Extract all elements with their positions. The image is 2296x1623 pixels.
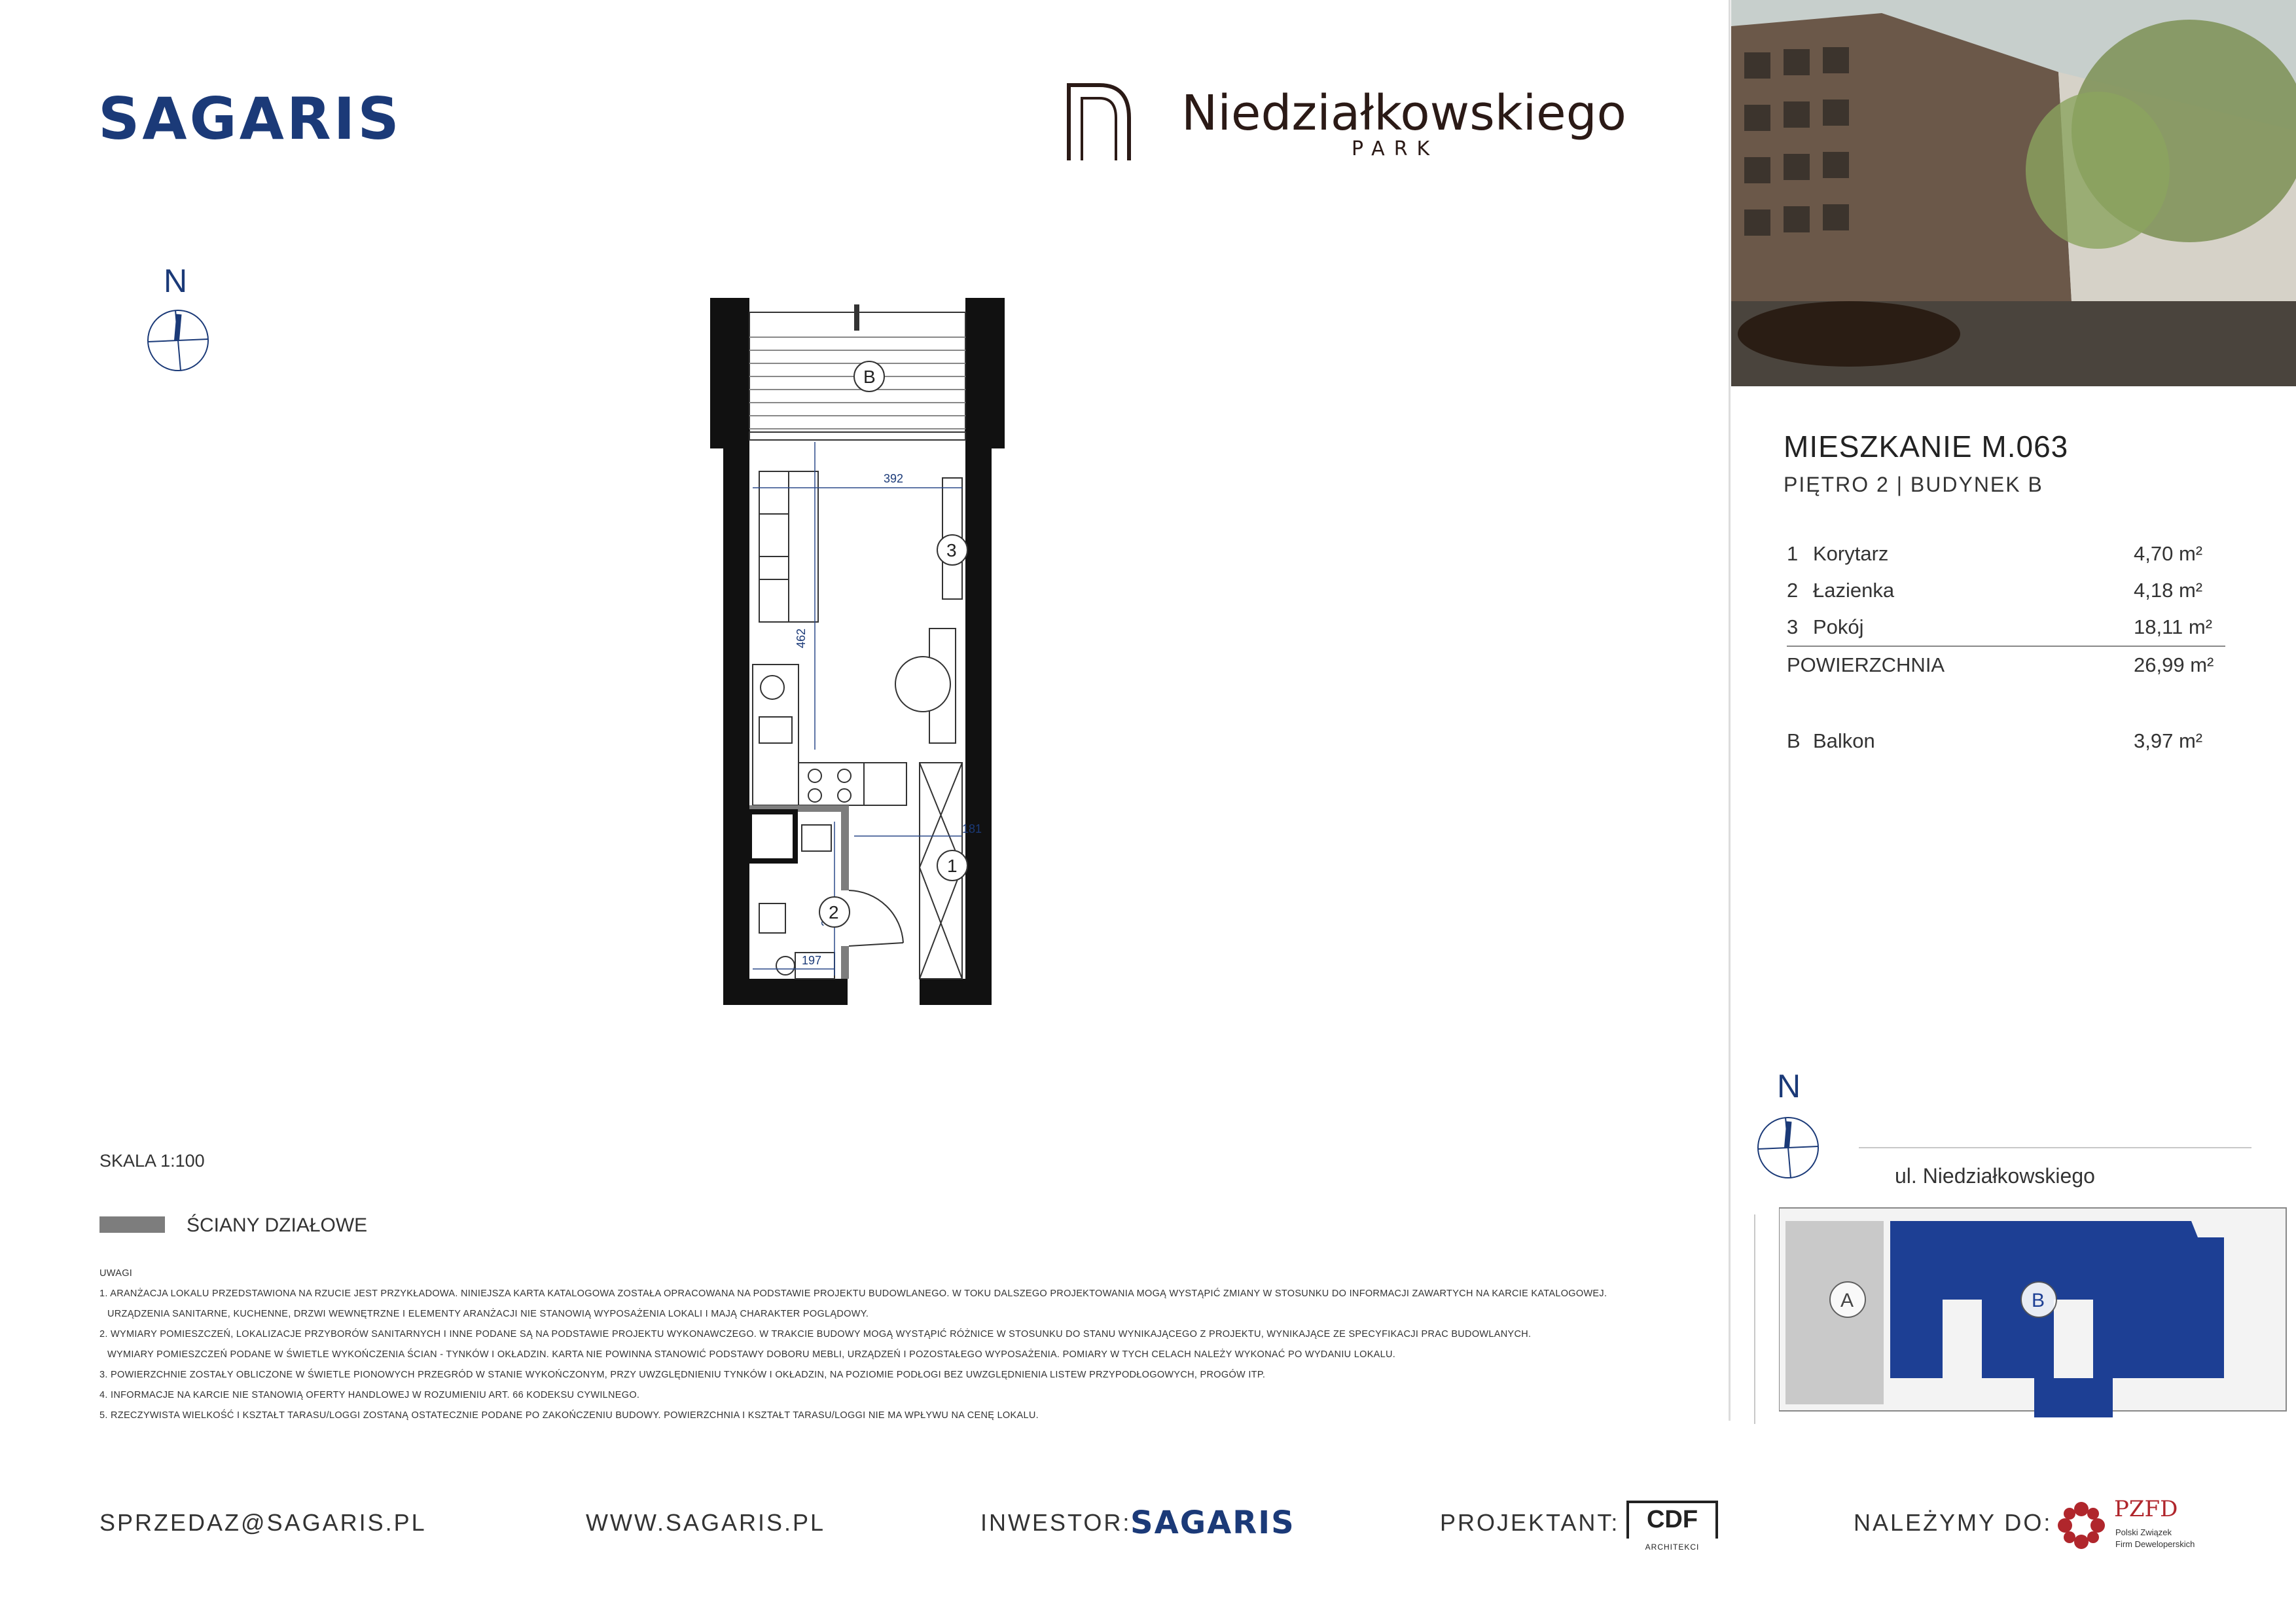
label-room3: 3	[946, 540, 957, 560]
cdf-logo	[1626, 1501, 1718, 1556]
project-sub: PARK	[1352, 137, 1439, 160]
logo-mark-icon	[1064, 79, 1136, 164]
street-top-rule	[1859, 1147, 2251, 1148]
investor-logo: SAGARIS	[1130, 1504, 1295, 1541]
balcony-area: 3,97 m²	[2134, 729, 2203, 752]
column-divider	[1729, 0, 1731, 1421]
legend-label: ŚCIANY DZIAŁOWE	[187, 1214, 368, 1236]
street-top: ul. Niedziałkowskiego	[1895, 1164, 2095, 1188]
sagaris-logo: SAGARIS	[98, 85, 402, 153]
site-compass-icon	[1755, 1115, 1821, 1180]
cdf-logo-text: CDF	[1626, 1501, 1718, 1539]
room-area: 4,70 m²	[2134, 542, 2203, 565]
building-image	[1731, 0, 2296, 386]
note-line: 2. WYMIARY POMIESZCZEŃ, LOKALIZACJE PRZYBORÓW SANITARNYCH I INNE PODANE SĄ NA PODSTAWIE PROJEKTU WYKONAWCZEGO. W TRAKCIE BUDOWY MOGĄ WYSTĄPIĆ RÓŻNICE W STOSUNKU DO STANU WYNIKAJĄCEGO Z PROJEKTU, WYNIKAJĄCE ZE SPECYFIKACJI PRAC BUDOWLANYCH.	[99, 1329, 1532, 1340]
note-line: URZĄDZENIA SANITARNE, KUCHENNE, DRZWI WEWNĘTRZNE I ELEMENTY ARANŻACJI NIE STANOWIĄ WYPOSAŻENIA LOKALI I MAJĄ CHARAKTER POGLĄDOWY.	[107, 1309, 869, 1319]
building-a-label: A	[1840, 1290, 1854, 1311]
room-no: 3	[1787, 615, 1799, 638]
total-area: 26,99 m²	[2134, 653, 2214, 676]
note-line: 3. POWIERZCHNIE ZOSTAŁY OBLICZONE W ŚWIETLE PIONOWYCH PRZEGRÓD W STANIE WYKOŃCZONYM, PRZY UWZGLĘDNIENIU TYNKÓW I OKŁADZIN, NA POZIOMIE PODŁOGI BEZ UWZGLĘDNIENIA LISTEW PRZYPODŁOGOWYCH, PROGÓW ITP.	[99, 1370, 1266, 1380]
room-name: Korytarz	[1813, 542, 1889, 565]
dim-length-room: 462	[795, 628, 808, 648]
site-compass-north-label: N	[1777, 1068, 1801, 1104]
compass-icon	[145, 308, 211, 373]
legend-swatch	[99, 1216, 165, 1233]
street-left-rule	[1754, 1214, 1755, 1424]
dim-width-room: 392	[884, 472, 904, 485]
total-row	[1787, 646, 2225, 684]
apartment-subtitle: PIĘTRO 2 | BUDYNEK B	[1784, 473, 2043, 496]
label-balcony: B	[863, 367, 876, 387]
room-area: 4,18 m²	[2134, 579, 2203, 602]
note-line: 1. ARANŻACJA LOKALU PRZEDSTAWIONA NA RZUCIE JEST PRZYKŁADOWA. NINIEJSZA KARTA KATALOGOWA ZOSTAŁA OPRACOWANA NA PODSTAWIE PROJEKTU BUDOWLANEGO. W TOKU DALSZEGO PROJEKTOWANIA MOGĄ WYSTĄPIĆ ZMIANY W STOSUNKU DO INFORMACJI ZAWARTYCH NA KARCIE KATALOGOWEJ.	[99, 1288, 1607, 1299]
balcony-no: B	[1787, 729, 1801, 752]
footer-email[interactable]: SPRZEDAZ@SAGARIS.PL	[99, 1509, 427, 1536]
site-map	[1741, 1067, 2291, 1434]
dim-hall: 181	[962, 822, 982, 835]
pzfd-flower-icon	[2055, 1499, 2108, 1552]
room-table	[1787, 536, 2225, 759]
pzfd-sub2: Firm Deweloperskich	[2115, 1539, 2195, 1549]
room-area: 18,11 m²	[2134, 615, 2213, 638]
niedzialkowskiego-park-logo	[1064, 79, 1640, 170]
building-visualization	[1731, 0, 2296, 386]
total-label: POWIERZCHNIA	[1787, 653, 1945, 676]
balcony-row	[1787, 723, 2225, 759]
notes-heading: UWAGI	[99, 1268, 133, 1279]
notes	[99, 1264, 1703, 1426]
scale-label: SKALA 1:100	[99, 1151, 205, 1171]
site-plan-drawing	[1779, 1201, 2296, 1424]
project-name: Niedziałkowskiego	[1181, 85, 1626, 141]
compass	[144, 262, 216, 373]
note-line: 5. RZECZYWISTA WIELKOŚĆ I KSZTAŁT TARASU/LOGGI ZOSTANĄ OSTATECZNIE PODANE PO ZAKOŃCZENIU BUDOWY. POWIERZCHNIA I KSZTAŁT TARASU/LOGGI NIE MA WPŁYWU NA CENĘ LOKALU.	[99, 1410, 1039, 1421]
footer-designer-label: PROJEKTANT:	[1440, 1509, 1620, 1536]
building-b-label: B	[2032, 1290, 2045, 1311]
pzfd-name: PZFD	[2114, 1496, 2178, 1522]
room-no: 1	[1787, 542, 1799, 565]
note-line: WYMIARY POMIESZCZEŃ PODANE W ŚWIETLE WYKOŃCZENIA ŚCIAN - TYNKÓW I OKŁADZIN. KARTA NIE POWINNA STANOWIĆ PODSTAWY DOBORU MEBLI, URZĄDZEŃ I POZOSTAŁEGO WYPOSAŻENIA. POMIARY W TYCH CELACH NALEŻY WYKONAĆ PO WYDANIU LOKALU.	[107, 1349, 1396, 1360]
label-room2: 2	[829, 902, 839, 922]
floor-plan	[707, 298, 1073, 1038]
footer-website[interactable]: WWW.SAGARIS.PL	[586, 1509, 826, 1536]
cdf-logo-sub: ARCHITEKCI	[1645, 1542, 1700, 1552]
pzfd-logo	[2055, 1496, 2225, 1561]
floor-plan-drawing	[707, 298, 1073, 1038]
footer-investor-label: INWESTOR:	[980, 1509, 1132, 1536]
compass-north-label: N	[164, 263, 188, 299]
room-name: Pokój	[1813, 615, 1864, 638]
label-room1: 1	[947, 856, 958, 876]
room-row	[1787, 609, 2225, 646]
note-line: 4. INFORMACJE NA KARCIE NIE STANOWIĄ OFERTY HANDLOWEJ W ROZUMIENIU ART. 66 KODEKSU CYWILNEGO.	[99, 1390, 640, 1400]
pzfd-sub1: Polski Związek	[2115, 1527, 2172, 1537]
balcony-name: Balkon	[1813, 729, 1875, 752]
dim-bath-w: 197	[802, 954, 822, 967]
footer-member-label: NALEŻYMY DO:	[1854, 1509, 2053, 1536]
room-row	[1787, 536, 2225, 572]
apartment-title: MIESZKANIE M.063	[1784, 429, 2069, 464]
room-name: Łazienka	[1813, 579, 1895, 602]
room-row	[1787, 572, 2225, 609]
room-no: 2	[1787, 579, 1799, 602]
